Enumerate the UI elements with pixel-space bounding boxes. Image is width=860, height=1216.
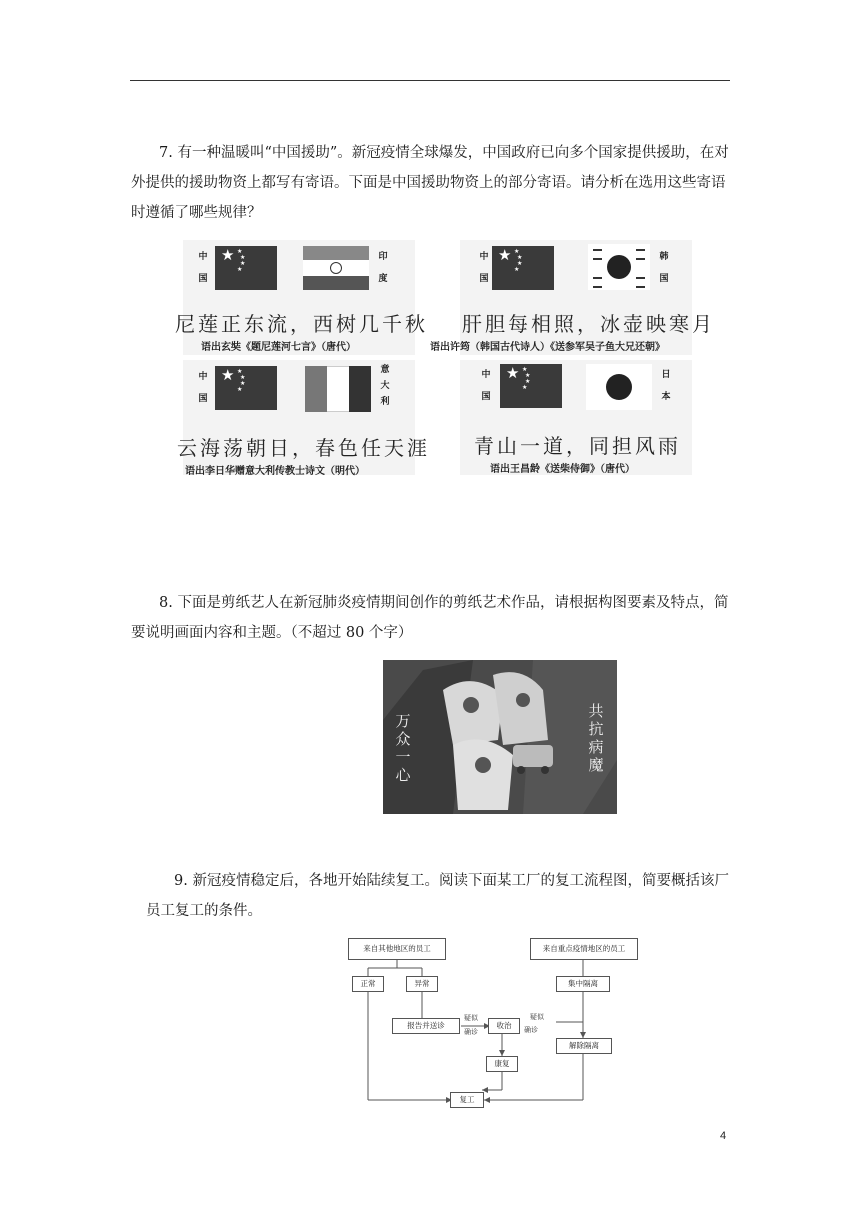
aid-panel-italy — [177, 360, 430, 477]
flow-suspect-label: 疑似 — [530, 1013, 544, 1021]
country-label: 意大利 — [380, 365, 390, 407]
question-9-text: 9. 新冠疫情稳定后，各地开始陆续复工。阅读下面某工厂的复工流程图，简要概括该厂员工复工的条件。 — [146, 873, 729, 919]
verse: 尼莲正东流，西树几千秋 — [175, 312, 428, 336]
question-8-text: 8. 下面是剪纸艺人在新冠肺炎疫情期间创作的剪纸艺术作品，请根据构图要素及特点，简要说明画面内容和主题。（不超过 80 个字） — [131, 595, 729, 641]
papercut-artwork — [383, 660, 617, 814]
flow-report: 报告并送诊 — [392, 1018, 460, 1034]
flow-resume: 复工 — [450, 1092, 484, 1108]
return-to-work-flowchart — [340, 930, 650, 1115]
india-flag — [303, 246, 369, 290]
question-7-text: 7. 有一种温暖叫“中国援助”。新冠疫情全球爆发，中国政府已向多个国家提供援助，在对外提供的援助物资上都写有寄语。下面是中国援助物资上的部分寄语。请分析在选用这些寄语时遵循了哪些规律？ — [131, 145, 729, 221]
header-rule — [130, 80, 730, 81]
verse: 肝胆每相照，冰壶映寒月 — [462, 312, 715, 336]
flow-confirm-label: 确诊 — [464, 1028, 478, 1036]
verse-source: 语出李日华赠意大利传教士诗文（明代） — [185, 466, 365, 477]
papercut-text-left: 万众一心 — [395, 712, 411, 784]
verse-source: 语出许筠（韩国古代诗人）《送参军吴子鱼大兄还朝》 — [430, 342, 665, 353]
aid-panel-india — [175, 240, 428, 355]
china-flag: ★ ★ ★ ★ ★ — [492, 246, 554, 290]
papercut-text-right: 共抗病魔 — [588, 702, 604, 774]
papercut-illustration — [383, 660, 617, 814]
china-flag: ★ ★ ★ ★ ★ — [500, 364, 562, 408]
verse: 青山一道，同担风雨 — [474, 434, 681, 458]
verse-source: 语出玄奘《题尼莲河七言》（唐代） — [201, 342, 356, 353]
japan-flag — [586, 364, 652, 410]
flow-recover: 康复 — [486, 1056, 518, 1072]
flow-suspect-label: 疑似 — [464, 1014, 478, 1022]
china-flag: ★ ★ ★ ★ ★ — [215, 366, 277, 410]
italy-flag — [305, 366, 371, 412]
flow-key-region: 来自重点疫情地区的员工 — [530, 938, 638, 960]
china-label: 中国 — [479, 252, 489, 284]
flow-other-region: 来自其他地区的员工 — [348, 938, 446, 960]
china-label: 中国 — [198, 252, 208, 284]
flow-abnormal: 异常 — [406, 976, 438, 992]
verse-source: 语出王昌龄《送柴侍御》（唐代） — [490, 464, 635, 475]
flow-release: 解除隔离 — [556, 1038, 612, 1054]
page-number: 4 — [720, 1130, 727, 1142]
flow-normal: 正常 — [352, 976, 384, 992]
china-label: 中国 — [198, 372, 208, 404]
country-label: 印度 — [378, 252, 388, 284]
country-label: 日本 — [661, 370, 671, 402]
korea-flag — [588, 244, 650, 290]
china-flag: ★ ★ ★ ★ ★ — [215, 246, 277, 290]
country-label: 韩国 — [659, 252, 669, 284]
verse: 云海荡朝日，春色任天涯 — [177, 436, 430, 460]
flow-treat: 收治 — [488, 1018, 520, 1034]
flow-confirm-label: 确诊 — [524, 1026, 538, 1034]
china-label: 中国 — [481, 370, 491, 402]
aid-panel-korea — [430, 240, 715, 355]
flow-quarantine: 集中隔离 — [556, 976, 610, 992]
aid-panel-japan — [460, 360, 692, 475]
